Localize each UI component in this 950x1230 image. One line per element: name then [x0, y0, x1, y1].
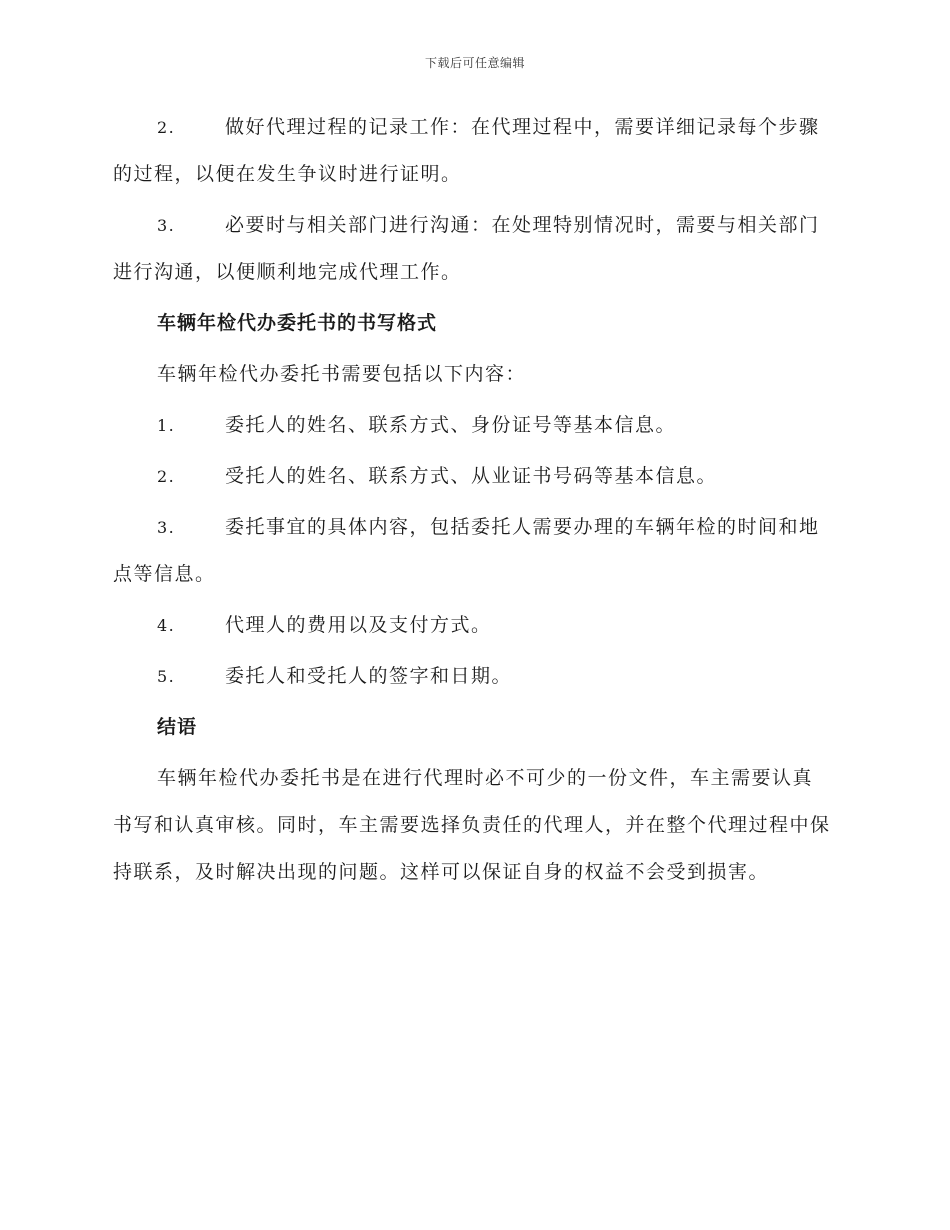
list-item-text: 委托事宜的具体内容，包括委托人需要办理的车辆年检的时间和地点等信息。: [113, 516, 820, 585]
list-item-number: 2.: [157, 467, 176, 486]
list-item: [113, 602, 833, 649]
format-intro: 车辆年检代办委托书需要包括以下内容：: [157, 363, 527, 385]
list-item-text: 委托人的姓名、联系方式、身份证号等基本信息。: [225, 414, 677, 436]
list-item-text: 必要时与相关部门进行沟通：在处理特别情况时，需要与相关部门进行沟通，以便顺利地完成代理工作。: [113, 214, 820, 283]
section-heading-format: 车辆年检代办委托书的书写格式: [157, 312, 438, 334]
list-item-text: 受托人的姓名、联系方式、从业证书号码等基本信息。: [225, 465, 718, 487]
list-item-number: 2.: [157, 118, 176, 137]
list-item: [113, 202, 833, 296]
list-item: [113, 453, 833, 500]
page-header: 下载后可任意编辑: [424, 56, 525, 70]
section-heading-conclusion: 结语: [157, 716, 198, 738]
list-item: [113, 653, 833, 700]
document-body: [113, 104, 833, 900]
list-item-text: 代理人的费用以及支付方式。: [225, 614, 492, 636]
list-item: [113, 504, 833, 598]
list-item: [113, 104, 833, 198]
list-item-number: 3.: [157, 216, 176, 235]
list-item-number: 5.: [157, 667, 176, 686]
list-item-number: 4.: [157, 616, 176, 635]
list-item: [113, 402, 833, 449]
list-item-text: 做好代理过程的记录工作：在代理过程中，需要详细记录每个步骤的过程，以便在发生争议时进行证明。: [113, 116, 820, 185]
list-item-text: 委托人和受托人的签字和日期。: [225, 665, 513, 687]
list-item-number: 1.: [157, 416, 176, 435]
conclusion-paragraph: 车辆年检代办委托书是在进行代理时必不可少的一份文件，车主需要认真书写和认真审核。同时，车主需要选择负责任的代理人，并在整个代理过程中保持联系，及时解决出现的问题。这样可以保证自身的权益不会受到损害。: [113, 767, 831, 883]
list-item-number: 3.: [157, 518, 176, 537]
